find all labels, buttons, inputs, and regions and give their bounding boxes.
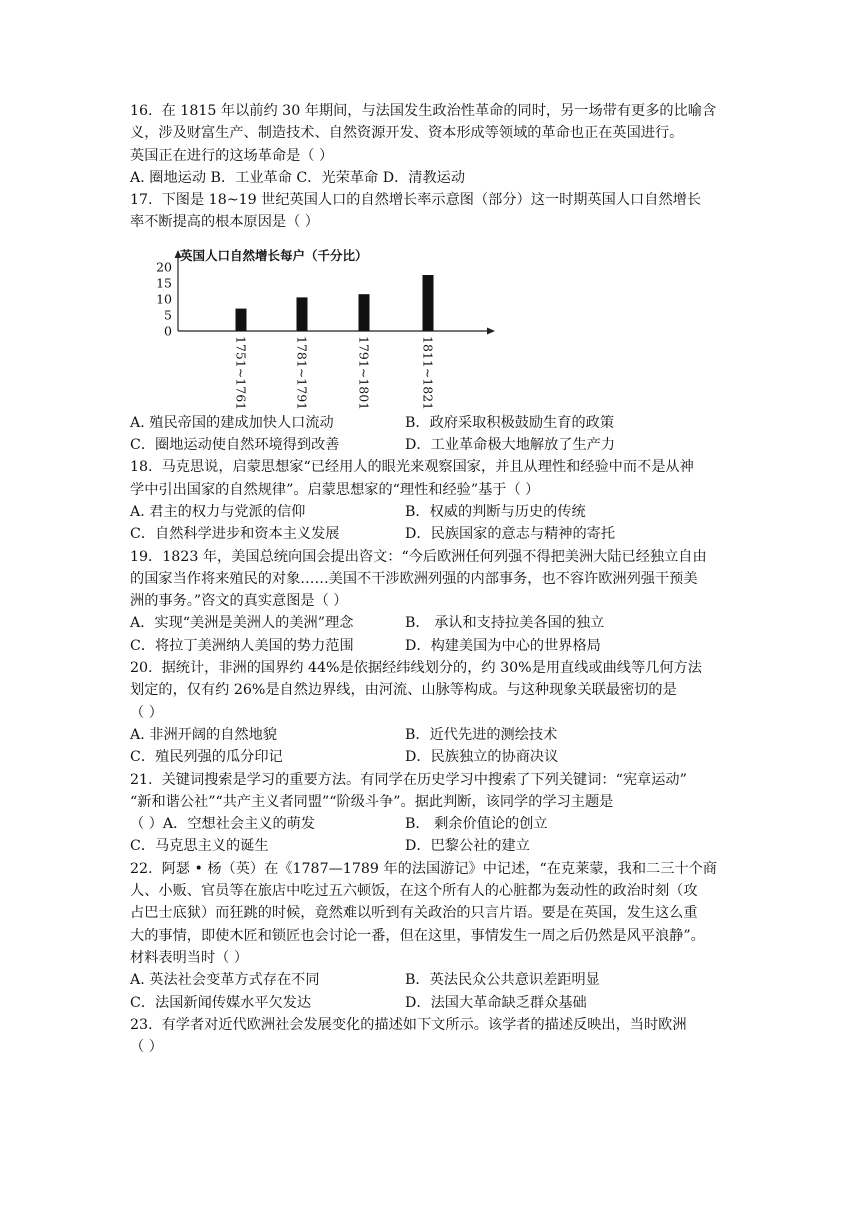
question-21-line-2: “新和谐公社”“共产主义者同盟”“阶级斗争”。据此判断，该同学的学习主题是 xyxy=(130,793,614,810)
option-d: D．巴黎公社的建立 xyxy=(405,838,530,855)
x-tick-label: 1781~1791 xyxy=(294,335,310,410)
question-22 xyxy=(130,858,730,1014)
question-20 xyxy=(130,657,730,768)
option-c: C．将拉丁美洲纳人美国的势力范围 xyxy=(130,637,354,654)
question-20-options xyxy=(130,724,730,769)
question-16-line-1: 16. 在 1815 年以前约 30 年期间，与法国发生政治性革命的同时，另一场带有更多的比喻含 xyxy=(130,103,717,119)
question-19-line-3: 洲的事务。”咨文的真实意图是（ ） xyxy=(130,593,348,610)
option-b: B． 剩余价值论的创立 xyxy=(405,816,548,833)
option-c: C．马克思主义的诞生 xyxy=(130,838,269,855)
question-22-options xyxy=(130,969,730,1014)
x-tick-label: 1791~1801 xyxy=(356,335,372,410)
question-23-line-1: 23. 有学者对近代欧洲社会发展变化的描述如下文所示。该学者的描述反映出，当时欧洲 xyxy=(130,1016,687,1033)
question-22-line-2: 人、小贩、官员等在旅店中吃过五六顿饭，在这个所有人的心脏都为轰动性的政治时刻（攻 xyxy=(130,883,698,900)
question-19-options xyxy=(130,612,730,657)
question-21 xyxy=(130,769,730,858)
question-17-options xyxy=(130,412,730,457)
question-20-line-3: （ ） xyxy=(130,704,163,721)
option-d: D．工业革命极大地解放了生产力 xyxy=(405,437,616,454)
question-17-line-1: 17. 下图是 18~19 世纪英国人口的自然增长率示意图（部分）这一时期英国人口自然增长 xyxy=(130,192,702,209)
option-d: D．法国大革命缺乏群众基础 xyxy=(405,994,587,1011)
option-c: C．法国新闻传媒水平欠发达 xyxy=(130,994,312,1011)
question-18-line-2: 学中引出国家的自然规律”。启蒙思想家的“理性和经验”基于（ ） xyxy=(130,481,540,498)
y-tick-label: 5 xyxy=(164,307,172,323)
question-16-line-2: 义，涉及财富生产、制造技术、自然资源开发、资本形成等领域的革命也正在英国进行。 xyxy=(130,125,684,142)
question-21-options xyxy=(130,813,730,858)
y-tick-label: 0 xyxy=(164,323,172,339)
question-19 xyxy=(130,546,730,657)
option-a: A. 非洲开阔的自然地貌 xyxy=(130,726,277,743)
question-20-line-2: 划定的，仅有约 26%是自然边界线，由河流、山脉等构成。与这种现象关联最密切的是 xyxy=(130,682,677,699)
bar xyxy=(359,294,370,331)
y-tick-label: 20 xyxy=(156,259,172,275)
exam-page xyxy=(130,100,730,1058)
question-17-line-2: 率不断提高的根本原因是（ ） xyxy=(130,214,319,231)
question-23 xyxy=(130,1014,730,1059)
question-20-line-1: 20. 据统计，非洲的国界约 44%是依据经纬线划分的，约 30%是用直线或曲线等几何方法 xyxy=(130,660,702,677)
option-d: D．民族国家的意志与精神的寄托 xyxy=(405,526,616,543)
option-a: （ ）A．空想社会主义的萌发 xyxy=(130,816,316,833)
chart-x-labels xyxy=(234,336,436,410)
question-16-line-3: 英国正在进行的这场革命是（ ） xyxy=(130,147,334,164)
question-19-line-2: 的国家当作将来殖民的对象……美国不干涉欧洲列强的内部事务，也不容许欧洲列强干预美 xyxy=(130,570,698,587)
x-tick-label: 1811~1821 xyxy=(420,335,436,410)
option-a: A. 殖民帝国的建成加快人口流动 xyxy=(130,414,334,431)
x-axis-arrow xyxy=(487,327,495,334)
population-growth-chart xyxy=(130,234,730,412)
option-c: C．圈地运动使自然环境得到改善 xyxy=(130,437,340,454)
option-a: A．实现“美洲是美洲人的美洲”理念 xyxy=(130,615,354,632)
option-c: C．自然科学进步和资本主义发展 xyxy=(130,526,340,543)
question-22-line-5: 材料表明当时（ ） xyxy=(130,949,249,966)
y-tick-label: 10 xyxy=(156,291,172,307)
option-a: A. 君主的权力与党派的信仰 xyxy=(130,503,306,520)
option-b: B．英法民众公共意识差距明显 xyxy=(405,972,600,989)
option-d: D．民族独立的协商决议 xyxy=(405,749,559,766)
option-b: B．近代先进的测绘技术 xyxy=(405,726,558,743)
bar-chart-svg xyxy=(142,236,502,412)
bar xyxy=(236,308,247,330)
chart-title: 英国人口自然增长每户（千分比） xyxy=(180,247,368,263)
bar xyxy=(297,297,308,331)
question-19-line-1: 19．1823 年，美国总统向国会提出咨文：“今后欧洲任何列强不得把美洲大陆已经独立自由 xyxy=(130,548,707,565)
option-b: B． 承认和支持拉美各国的独立 xyxy=(405,615,605,632)
x-tick-label: 1751~1761 xyxy=(233,335,249,410)
question-18 xyxy=(130,456,730,545)
question-16-options: A. 圈地运动 B．工业革命 C．光荣革命 D．清教运动 xyxy=(130,169,466,186)
question-22-line-3: 占巴士底狱）而狂跳的时候，竟然难以听到有关政治的只言片语。要是在英国，发生这么重 xyxy=(130,905,698,922)
option-d: D．构建美国为中心的世界格局 xyxy=(405,637,601,654)
question-22-line-4: 大的事情，即使木匠和锁匠也会讨论一番，但在这里，事情发生一周之后仍然是风平浪静”。 xyxy=(130,927,705,944)
option-a: A. 英法社会变革方式存在不同 xyxy=(130,972,320,989)
option-b: B．权威的判断与历史的传统 xyxy=(405,503,586,520)
question-16 xyxy=(130,100,730,189)
question-18-options xyxy=(130,501,730,546)
question-18-line-1: 18. 马克思说，启蒙思想家“已经用人的眼光来观察国家，并且从理性和经验中而不是从神 xyxy=(130,459,694,476)
option-b: B．政府采取积极鼓励生育的政策 xyxy=(405,414,615,431)
question-17 xyxy=(130,189,730,456)
question-21-line-1: 21. 关键词搜索是学习的重要方法。有同学在历史学习中搜索了下列关键词：“宪章运动” xyxy=(130,771,687,788)
y-tick-label: 15 xyxy=(156,275,172,291)
chart-bars xyxy=(236,275,434,331)
chart-y-ticks xyxy=(156,259,172,338)
question-22-line-1: 22. 阿瑟 • 杨（英）在《1787—1789 年的法国游记》中记述，“在克莱蒙，我和二三十个商 xyxy=(130,860,717,877)
bar xyxy=(423,275,434,331)
question-23-line-2: （ ） xyxy=(130,1039,163,1056)
option-c: C．殖民列强的瓜分印记 xyxy=(130,749,283,766)
